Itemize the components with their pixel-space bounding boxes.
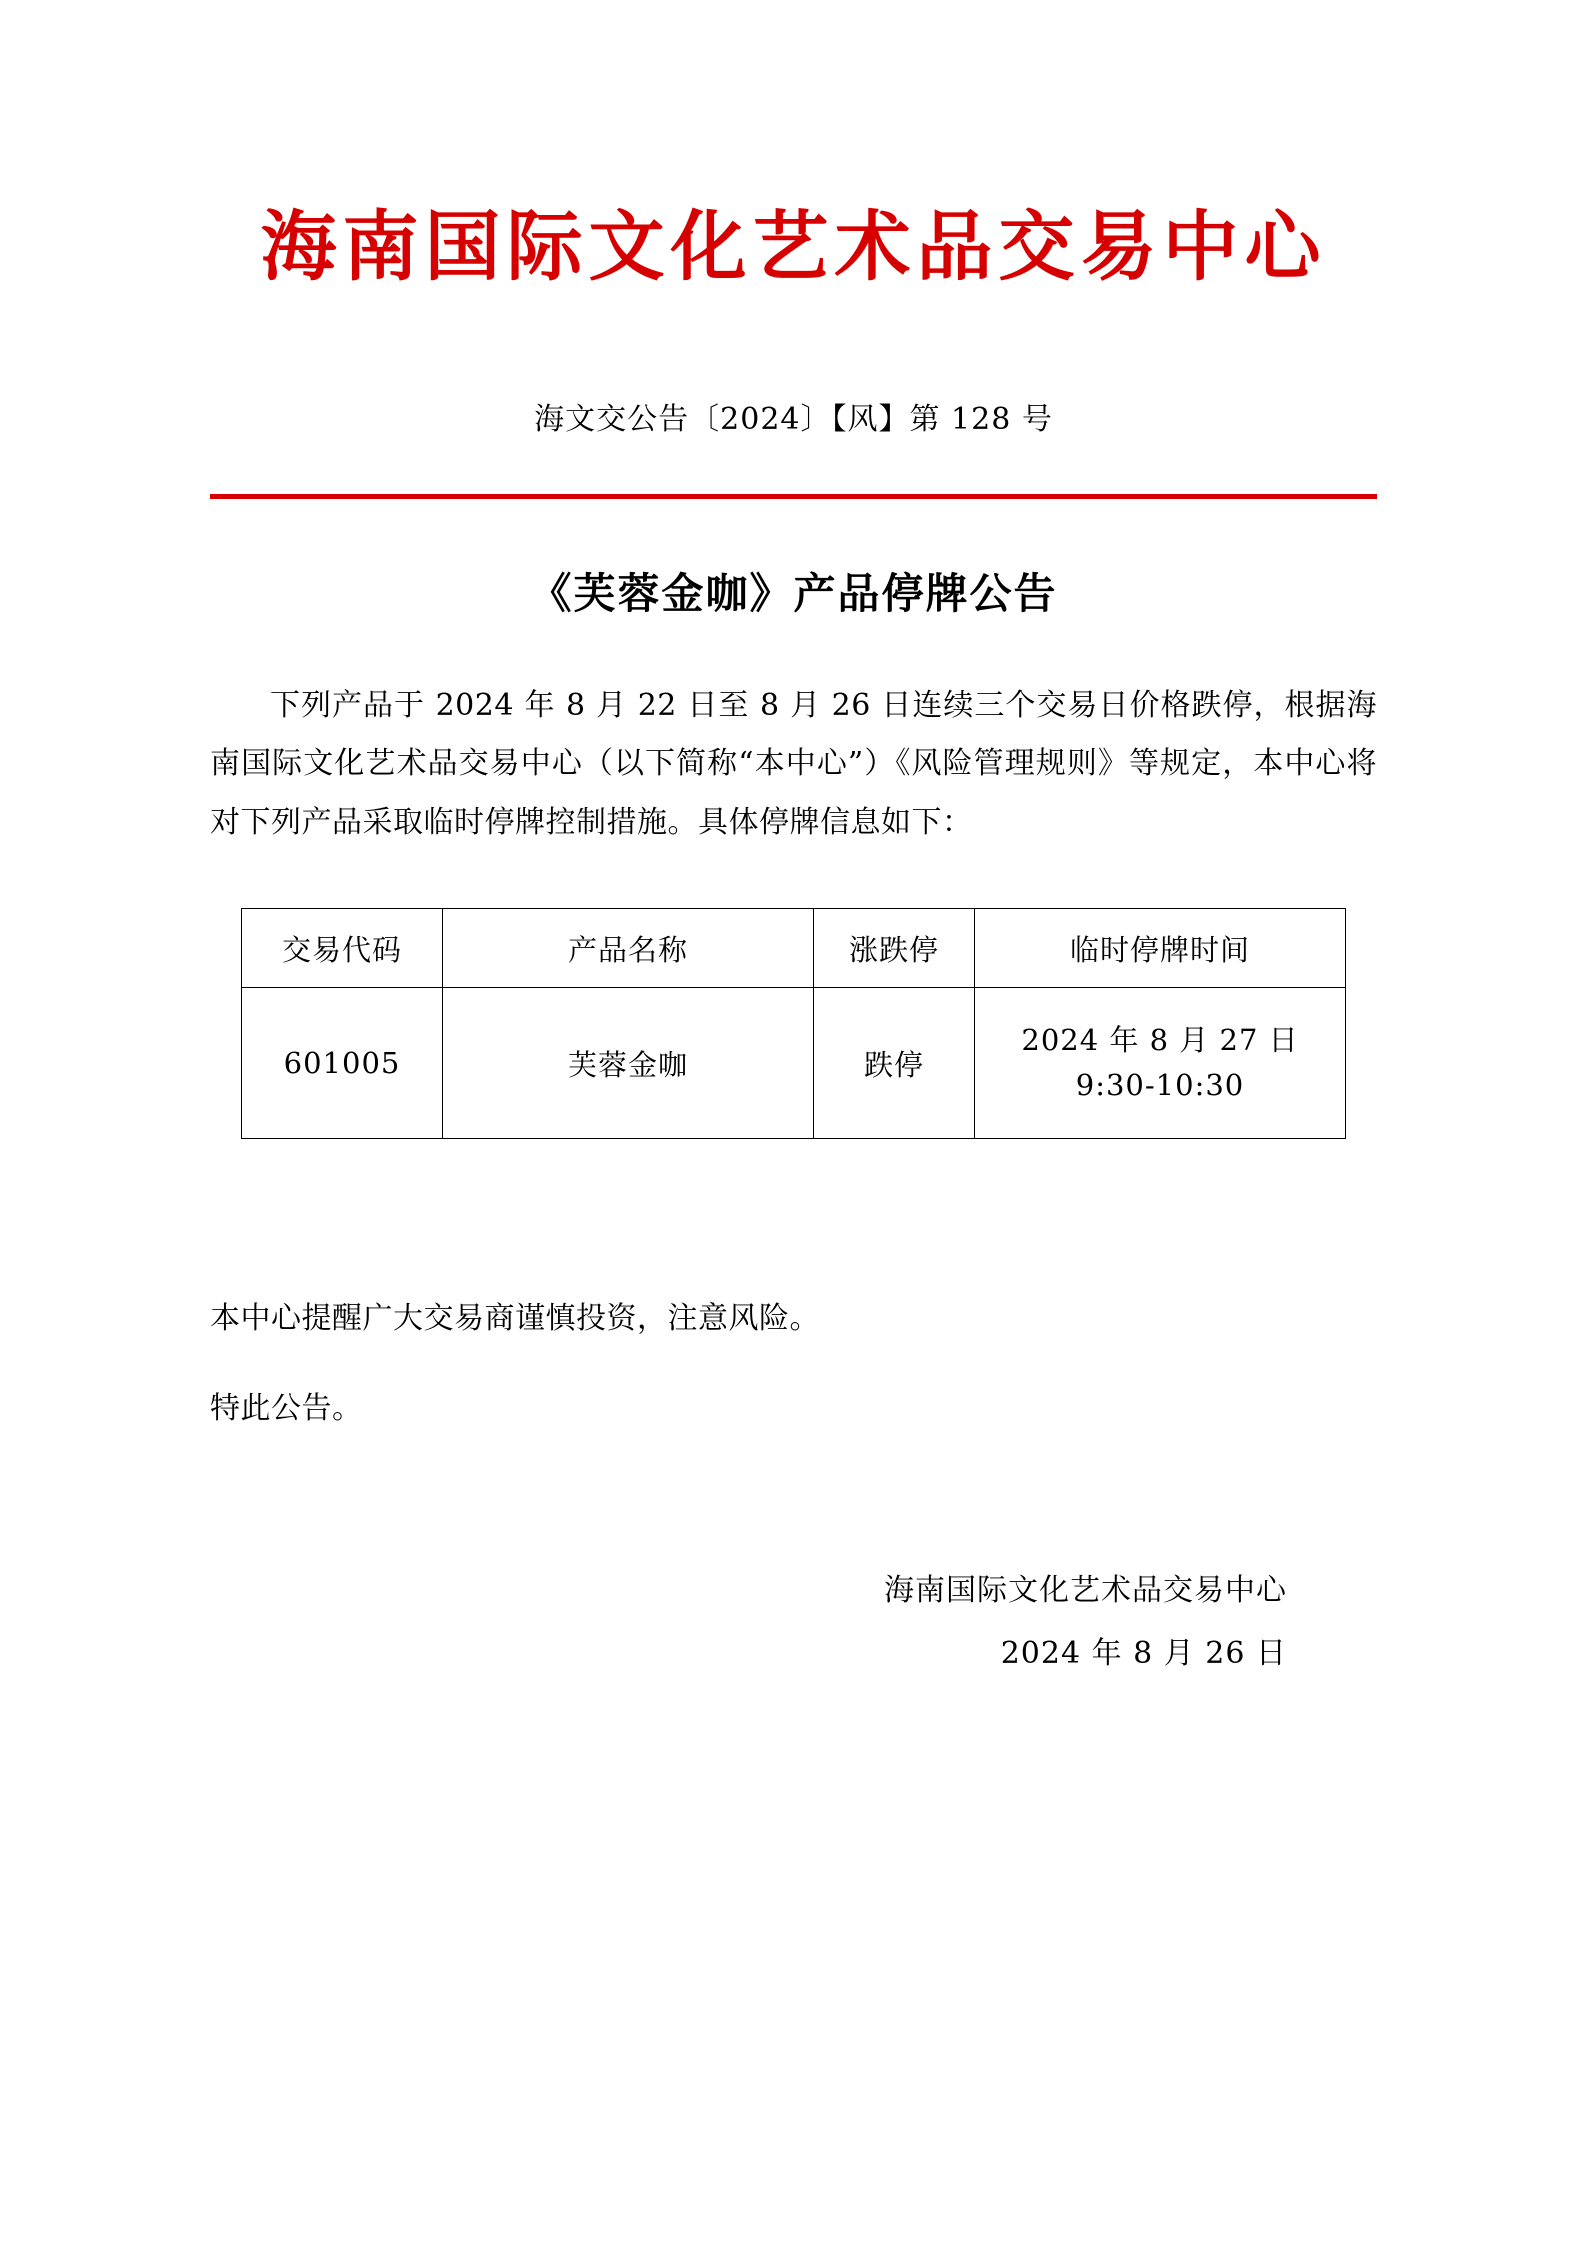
cell-price-limit: 跌停 bbox=[814, 988, 975, 1139]
table-header-product-name: 产品名称 bbox=[443, 909, 814, 988]
suspension-table-wrapper bbox=[210, 908, 1377, 1139]
masthead-title: 海南国际文化艺术品交易中心 bbox=[260, 202, 1327, 291]
cell-suspension-date: 2024 年 8 月 27 日 bbox=[1021, 1023, 1299, 1058]
signature-block bbox=[210, 1559, 1377, 1685]
table-header-price-limit: 涨跌停 bbox=[814, 909, 975, 988]
cell-trade-code: 601005 bbox=[242, 988, 443, 1139]
reminder-risk-text: 本中心提醒广大交易商谨慎投资，注意风险。 bbox=[210, 1301, 820, 1337]
page-title: 《芙蓉金咖》产品停牌公告 bbox=[529, 568, 1058, 618]
document-number: 海文交公告〔2024〕【风】第 128 号 bbox=[534, 401, 1053, 437]
cell-suspension-time bbox=[975, 988, 1346, 1139]
table-header-code: 交易代码 bbox=[242, 909, 443, 988]
suspension-table bbox=[241, 908, 1346, 1139]
red-divider-rule bbox=[210, 494, 1377, 499]
table-row bbox=[242, 988, 1346, 1139]
reminder-block bbox=[210, 1289, 1377, 1439]
signature-organization: 海南国际文化艺术品交易中心 bbox=[884, 1573, 1287, 1609]
reminder-closing-text: 特此公告。 bbox=[210, 1391, 363, 1427]
table-header-suspension-time: 临时停牌时间 bbox=[975, 909, 1346, 988]
cell-product-name: 芙蓉金咖 bbox=[443, 988, 814, 1139]
table-header-row bbox=[242, 909, 1346, 988]
signature-date: 2024 年 8 月 26 日 bbox=[1000, 1636, 1287, 1672]
body-paragraph: 下列产品于 2024 年 8 月 22 日至 8 月 26 日连续三个交易日价格跌停，根据海南国际文化艺术品交易中心（以下简称“本中心”）《风险管理规则》等规定，本中心将对下列产品采取临时停牌控制措施。具体停牌信息如下： bbox=[210, 687, 1377, 840]
body-text bbox=[210, 677, 1377, 853]
cell-suspension-hours: 9:30-10:30 bbox=[1075, 1068, 1245, 1103]
